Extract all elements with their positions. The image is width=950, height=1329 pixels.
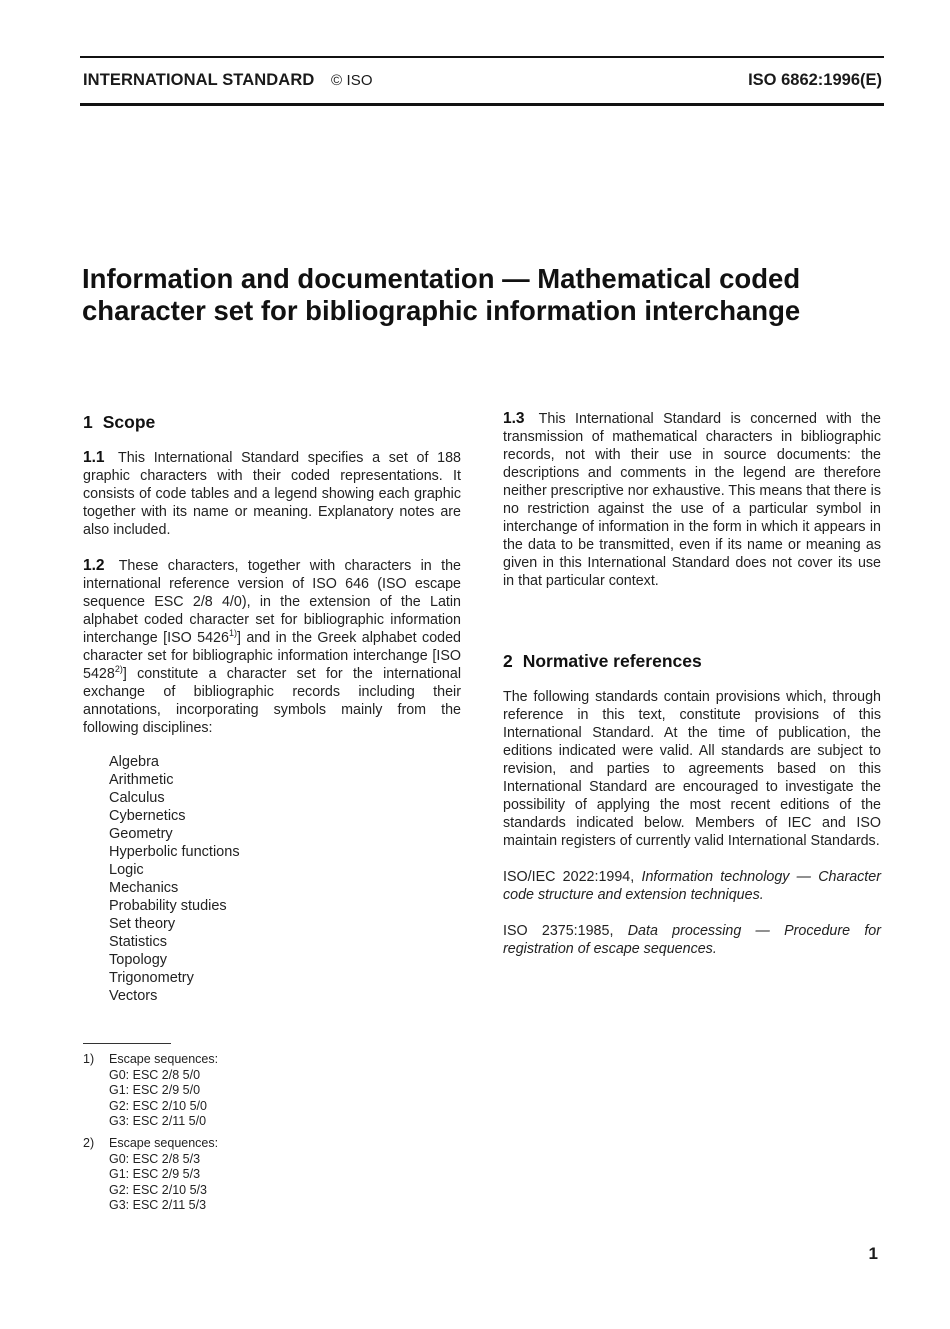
list-item: Statistics xyxy=(109,934,168,950)
clause-1-2-text-b: ] and in the Greek alphabet coded character set for bibliographic information interchange [ISO 5428 xyxy=(83,630,461,682)
footnote-number: 1) xyxy=(83,1052,95,1066)
footnote-1 xyxy=(83,1052,218,1130)
clause-1-3-number: 1.3 xyxy=(503,410,525,427)
footnote-line: G2: ESC 2/10 5/3 xyxy=(109,1182,207,1197)
footnote-line: G1: ESC 2/9 5/0 xyxy=(109,1083,201,1098)
list-item: Probability studies xyxy=(109,898,227,914)
reference-id: ISO 2375:1985, xyxy=(503,923,614,939)
clause-1-1-text: This International Standard specifies a set of 188 graphic characters with their coded representations. It consists of code tables and a legend showing each graphic together with its name or meaning. Explanatory notes are also included. xyxy=(83,450,461,538)
header-document-id: ISO 6862:1996(E) xyxy=(748,71,882,89)
section-1-heading xyxy=(83,413,461,431)
section-1-number: 1 xyxy=(83,412,93,432)
footnote-heading: Escape sequences: xyxy=(109,1136,219,1150)
normative-reference-2 xyxy=(503,922,881,958)
section-2-number: 2 xyxy=(503,651,513,671)
clause-1-1-number: 1.1 xyxy=(83,449,105,466)
footnote-line: G3: ESC 2/11 5/3 xyxy=(109,1198,207,1213)
footnote-line: G2: ESC 2/10 5/0 xyxy=(109,1098,207,1113)
document-title: Information and documentation — Mathematical coded character set for bibliographic information interchange xyxy=(82,263,801,326)
header-copyright: © ISO xyxy=(331,72,373,89)
clause-1-2-text-a: These characters, together with characters in the international reference version of ISO 646 (ISO escape sequence ESC 2/8 4/0), in the extension of the Latin alphabet coded character set for bibliographic information interchange [ISO 5426 xyxy=(83,558,462,646)
list-item: Vectors xyxy=(109,988,158,1004)
reference-title: Data processing — Procedure for registration of escape sequences. xyxy=(503,923,881,957)
footnote-line: G1: ESC 2/9 5/3 xyxy=(109,1167,201,1182)
list-item: Logic xyxy=(109,862,144,878)
footnote-2 xyxy=(83,1136,218,1214)
clause-1-2-text-c: ] constitute a character set for the international exchange of bibliographic records including their annotations, incorporating symbols mainly from the following disciplines: xyxy=(83,666,461,736)
clause-1-3-text: This International Standard is concerned with the transmission of mathematical characters in bibliographic records, not with their use in source documents: the descriptions and comments in the legend are therefore neither prescriptive nor exhaustive. This means that there is no restriction against the use of a particular symbol in interchange of information in the form in which it appears in the data to be transmitted, even if its name or meaning as given in this International Standard does not cover its use in that particular context. xyxy=(503,411,881,589)
list-item: Topology xyxy=(109,952,168,968)
clause-1-2-number: 1.2 xyxy=(83,557,105,574)
list-item: Trigonometry xyxy=(109,970,194,986)
clause-1-1 xyxy=(83,449,461,539)
disciplines-list xyxy=(109,753,461,1005)
footnote-separator xyxy=(83,1043,171,1044)
reference-title: Information technology — Character code structure and extension techniques. xyxy=(503,869,881,903)
left-column xyxy=(83,410,461,1005)
clause-1-3 xyxy=(503,410,881,590)
clause-1-2 xyxy=(83,557,461,737)
section-2-intro: The following standards contain provisions which, through reference in this text, constitute provisions of this International Standard. At the time of publication, the editions indicated were valid. All standards are subject to revision, and parties to agreements based on this International Standard are encouraged to investigate the possibility of applying the most recent editions of the standards indicated below. Members of IEC and ISO maintain registers of currently valid International Standards. xyxy=(503,689,881,849)
list-item: Algebra xyxy=(109,754,159,770)
footnote-ref-2[interactable]: 2) xyxy=(114,664,123,675)
list-item: Geometry xyxy=(109,826,173,842)
list-item: Cybernetics xyxy=(109,808,186,824)
footnote-line: G0: ESC 2/8 5/0 xyxy=(109,1067,201,1082)
header-standard-label xyxy=(83,71,373,90)
footnote-number: 2) xyxy=(83,1136,95,1150)
list-item: Arithmetic xyxy=(109,772,174,788)
section-1-title: Scope xyxy=(102,412,156,432)
list-item: Set theory xyxy=(109,916,176,932)
header-bottom-rule xyxy=(80,103,884,106)
list-item: Hyperbolic functions xyxy=(109,844,240,860)
footnote-line: G0: ESC 2/8 5/3 xyxy=(109,1151,201,1166)
list-item: Mechanics xyxy=(109,880,179,896)
header-standard-type: INTERNATIONAL STANDARD xyxy=(83,71,315,89)
right-column xyxy=(503,410,881,958)
section-2-heading xyxy=(503,652,881,670)
list-item: Calculus xyxy=(109,790,165,806)
footnote-line: G3: ESC 2/11 5/0 xyxy=(109,1114,207,1129)
reference-id: ISO/IEC 2022:1994, xyxy=(503,869,635,885)
normative-reference-1 xyxy=(503,868,881,904)
header-top-rule xyxy=(80,56,884,58)
section-2-title: Normative references xyxy=(522,651,702,671)
page-number: 1 xyxy=(868,1244,878,1263)
footnote-heading: Escape sequences: xyxy=(109,1052,219,1066)
footnote-ref-1[interactable]: 1) xyxy=(228,628,237,639)
